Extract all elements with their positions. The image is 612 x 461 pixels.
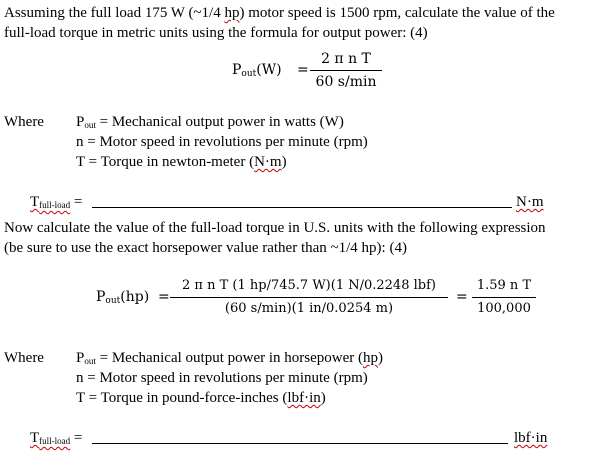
- formula2-denominator: (60 s/min)(1 in/0.0254 m): [224, 301, 394, 316]
- where1-pout-sub: out: [84, 120, 96, 130]
- answer2-blank[interactable]: [92, 443, 508, 444]
- formula1-fraction: [310, 50, 382, 91]
- answer2-label: [30, 429, 82, 447]
- where1-item-pout: [76, 113, 344, 131]
- where2-unit-close: ): [320, 390, 326, 406]
- answer1-blank[interactable]: [92, 207, 512, 208]
- formula2-unit: (hp): [120, 289, 150, 305]
- formula2-p-sub: out: [105, 296, 121, 306]
- answer2-equals: =: [73, 430, 83, 446]
- where1-t-text: = Torque in newton-meter (: [84, 154, 255, 170]
- where1-label: Where: [4, 114, 44, 130]
- formula2-fraction-bar: [170, 297, 448, 298]
- formula2-equals-1: =: [158, 289, 170, 305]
- formula1-denominator: 60 s/min: [315, 74, 377, 90]
- where2-pout-text: = Mechanical output power in horsepower (: [95, 350, 363, 366]
- formula2-numerator-2: 1.59 n T: [476, 278, 532, 293]
- formula2-lhs: [96, 289, 149, 307]
- where2-hp-marked: hp: [363, 350, 378, 366]
- where1-unit-marked: N·m: [254, 154, 282, 170]
- where1-item-t: [76, 153, 287, 171]
- intro-text-b: ) motor speed is 1500 rpm, calculate the value of the: [239, 5, 555, 21]
- where2-n-symbol: n: [76, 370, 84, 386]
- formula2-p: P: [96, 289, 106, 305]
- where2-item-t: [76, 389, 326, 407]
- intro-hp-marked: hp: [224, 5, 240, 21]
- answer2-unit: lbf·in: [514, 430, 548, 446]
- formula2-fraction-2: [472, 277, 536, 318]
- formula1-lhs: [232, 62, 282, 80]
- us-intro-line-1: Now calculate the value of the full-load torque in U.S. units with the following expression: [4, 220, 546, 236]
- where2-unit-marked: lbf·in: [287, 390, 321, 406]
- intro-text-a: Assuming the full load 175 W (~1/4: [4, 5, 225, 21]
- formula2-fraction: [170, 277, 448, 318]
- answer2-t-sub: full-load: [39, 436, 71, 446]
- formula2-equals-2: =: [456, 289, 468, 305]
- where2-item-n: [76, 369, 368, 387]
- answer1-equals: =: [73, 194, 83, 210]
- formula2-denominator-2: 100,000: [477, 301, 531, 316]
- where1-pout-text: = Mechanical output power in watts (W): [95, 114, 344, 130]
- where2-pout-close: ): [378, 350, 383, 366]
- formula1-p-sub: out: [241, 69, 257, 79]
- answer2-t: T: [30, 430, 40, 446]
- where1-item-n: [76, 133, 368, 151]
- where2-t-text: = Torque in pound-force-inches (: [84, 390, 288, 406]
- formula1-p: P: [232, 62, 242, 78]
- formula1-equals: =: [297, 62, 309, 78]
- where2-item-pout: [76, 349, 383, 367]
- where1-unit-close: ): [281, 154, 287, 170]
- answer1-unit: N·m: [516, 194, 544, 210]
- where2-pout-sub: out: [84, 356, 96, 366]
- where2-label: Where: [4, 350, 44, 366]
- formula1-numerator: 2 π n T: [321, 51, 371, 67]
- answer1-t-sub: full-load: [39, 200, 71, 210]
- formula2-numerator: 2 π n T (1 hp/745.7 W)(1 N/0.2248 lbf): [182, 278, 436, 293]
- formula2-fraction-bar-2: [472, 297, 536, 298]
- where1-pout-symbol: P: [76, 114, 85, 130]
- where1-n-symbol: n: [76, 134, 84, 150]
- where1-n-text: = Motor speed in revolutions per minute (rpm): [83, 134, 368, 150]
- intro-line-2: full-load torque in metric units using the formula for output power: (4): [4, 25, 428, 41]
- formula1-unit: (W): [256, 62, 282, 78]
- answer1-label: [30, 193, 82, 211]
- where2-pout-symbol: P: [76, 350, 85, 366]
- formula1-fraction-bar: [310, 70, 382, 71]
- us-intro-line-2: (be sure to use the exact horsepower value rather than ~1/4 hp): (4): [4, 240, 407, 256]
- answer1-t: T: [30, 194, 40, 210]
- where1-t-symbol: T: [76, 154, 85, 170]
- where2-t-symbol: T: [76, 390, 85, 406]
- where2-n-text: = Motor speed in revolutions per minute (rpm): [83, 370, 368, 386]
- intro-line-1: [4, 4, 555, 22]
